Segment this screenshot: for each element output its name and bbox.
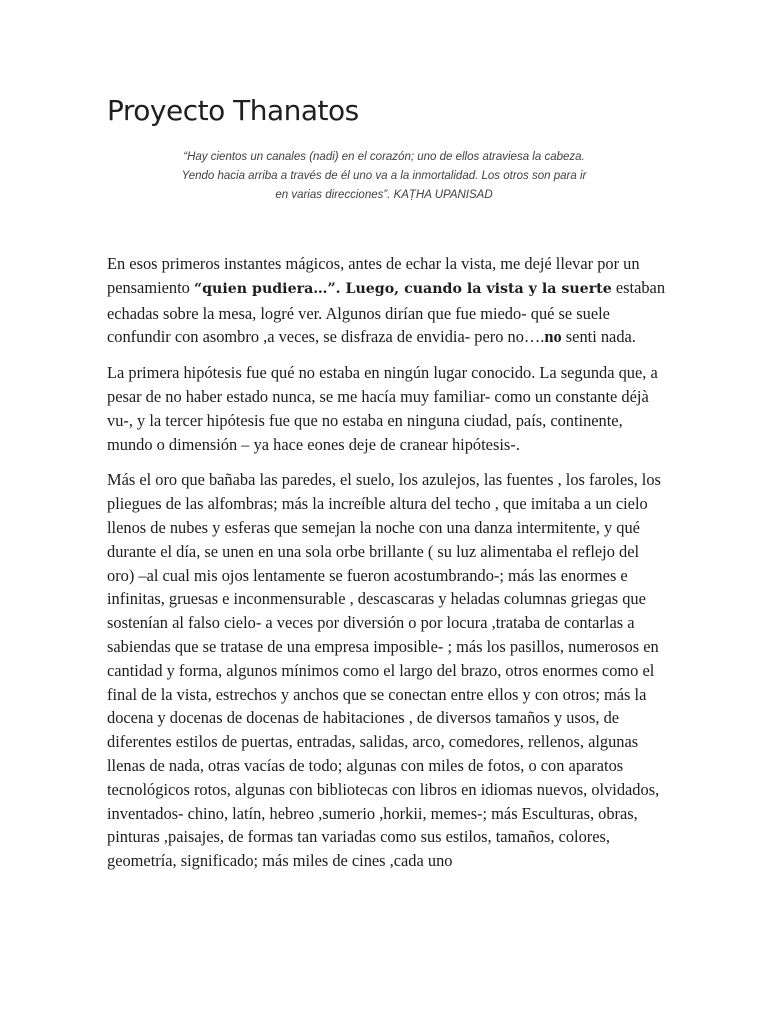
- epigraph-quote: [150, 148, 618, 205]
- epigraph-line-1: “Hay cientos un canales (nadi) en el corazón; uno de ellos atraviesa la cabeza.: [183, 151, 585, 163]
- paragraph-1-text-b: estaban echadas sobre la mesa, logré ver. Algunos dirían que fue miedo- qué se suele confundir con asombro ,a veces, se disfraza de envidia- pero no….: [107, 277, 666, 347]
- paragraph-1-text-a: En esos primeros instantes mágicos, antes de echar la vista, me dejé llevar por un pensamiento: [107, 254, 640, 297]
- paragraph-1-bold-no: no: [544, 327, 562, 347]
- paragraph-3: Más el oro que bañaba las paredes, el suelo, los azulejos, las fuentes , los faroles, los pliegues de las alfombras; más la increíble altura del techo , que imitaba a un cielo llenos de nubes y esferas que semejan la noche con una danza intermitente, y qué durante el día, se unen en una sola orbe brillante ( su luz alimentaba el reflejo del oro) –al cual mis ojos lentamente se fueron acostumbrando-; más las enormes e infinitas, gruesas e inconmensurable , descascaras y heladas columnas griegas que sostenían al falso cielo- a veces por diversión o por locura ,trataba de contarlas a sabiendas que se tratase de una empresa imposible- ; más los pasillos, numerosos en cantidad y forma, algunos mínimos como el largo del brazo, otros enormes como el final de la vista, estrechos y anchos que se conectan entre ellos y con otros; más la docena y docenas de docenas de habitaciones , de diversos tamaños y usos, de diferentes estilos de puertas, entradas, salidas, arco, comedores, rellenos, algunas llenas de nada, otras vacías de todo; algunas con miles de fotos, o con aparatos tecnológicos rotos, algunas con bibliotecas con libros en idiomas nuevos, olvidados, inventados- chino, latín, hebreo ,sumerio ,horkii, memes-; más Esculturas, obras, pinturas ,paisajes, de formas tan variadas como sus estilos, tamaños, colores, geometría, significado; más miles de cines ,cada uno: [107, 470, 661, 871]
- paragraph-1: [107, 252, 667, 349]
- paragraph-2: La primera hipótesis fue qué no estaba en ningún lugar conocido. La segunda que, a pesar de no haber estado nunca, se me hacía muy familiar- como un constante déjà vu-, y la tercer hipótesis fue que no estaba en ninguna ciudad, país, continente, mundo o dimensión – ya hace eones deje de cranear hipótesis-.: [107, 363, 658, 454]
- epigraph-line-3: en varias direcciones”. KAṬHA UPANISAD: [275, 189, 493, 201]
- document-title: Proyecto Thanatos: [107, 94, 359, 127]
- paragraph-1-text-c: senti nada.: [561, 327, 636, 347]
- epigraph-line-2: Yendo hacia arriba a través de él uno va a la inmortalidad. Los otros son para ir: [181, 170, 587, 182]
- paragraph-1-bold-quote: “quien pudiera…”. Luego, cuando la vista y la suerte: [193, 280, 612, 297]
- document-body: [107, 252, 667, 885]
